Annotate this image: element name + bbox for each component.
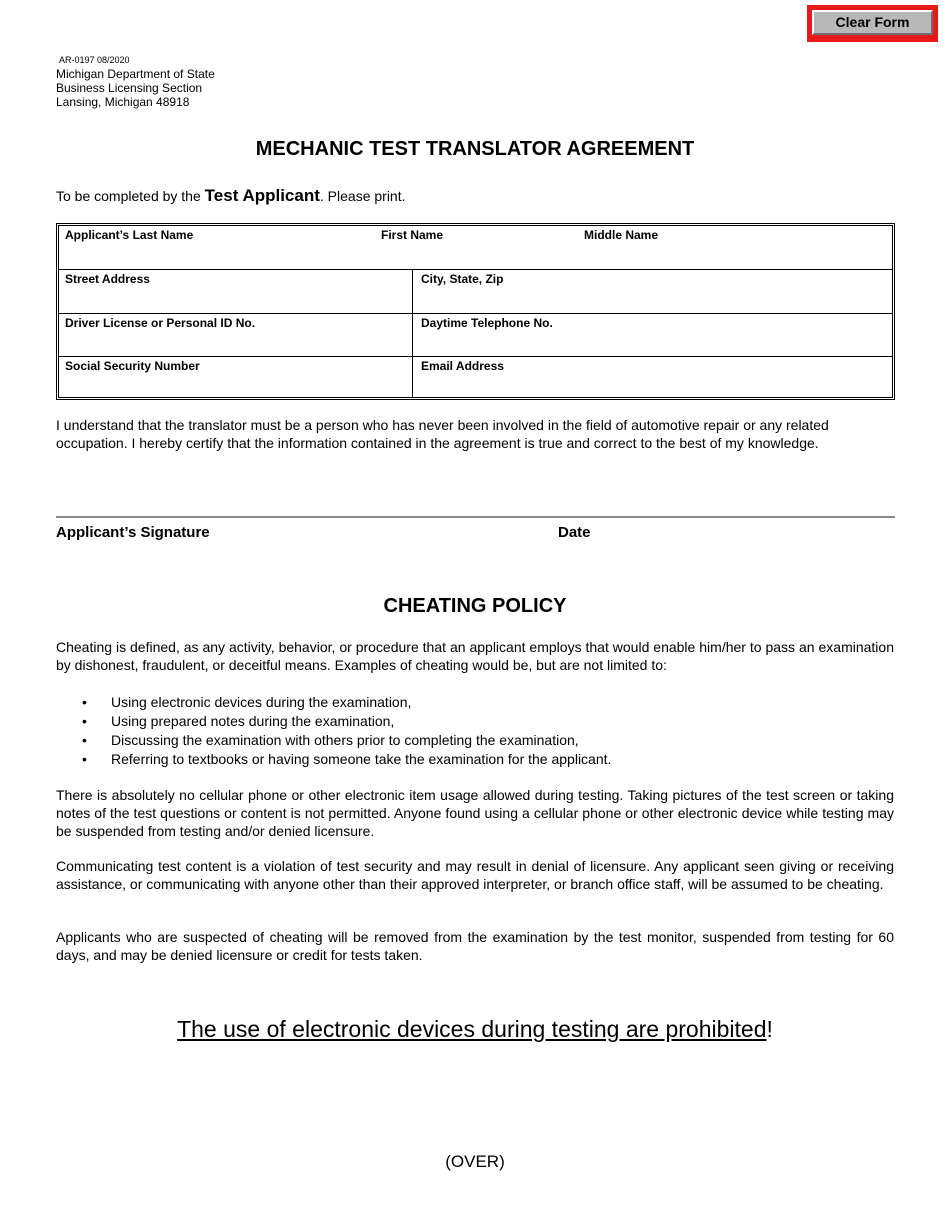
page-title: MECHANIC TEST TRANSLATOR AGREEMENT: [255, 138, 695, 160]
policy-communication: Communicating test content is a violation of test security and may result in denial of licensure. Any applicant seen giving or receiving assistance, or communicating with anyone other than their approved interpreter, or branch office staff, will be assumed to be cheating.: [56, 858, 894, 892]
bullet-icon: •: [82, 751, 87, 767]
phone-field[interactable]: Daytime Telephone No.: [421, 316, 553, 330]
agency-address: [56, 67, 215, 109]
license-number-field[interactable]: Driver License or Personal ID No.: [65, 316, 256, 330]
instruction-prefix: To be completed by the: [56, 188, 205, 204]
instruction-emphasis: Test Applicant: [204, 186, 320, 205]
middle-name-field[interactable]: Middle Name: [584, 228, 659, 242]
bullet-icon: •: [82, 732, 87, 748]
policy-electronics: There is absolutely no cellular phone or other electronic item usage allowed during testing. Taking pictures of the test screen or taking notes of the test questions or content is not permitted. Anyone found using a cellular phone or other electronic device while testing may be suspended from testing and/or denied licensure.: [56, 787, 894, 839]
agency-line-1: Michigan Department of State: [56, 67, 215, 81]
electronic-devices-warning: [0, 1016, 950, 1043]
over-indicator: (OVER): [445, 1152, 505, 1171]
list-item-text: Using electronic devices during the examination,: [111, 694, 412, 710]
ssn-row: [59, 357, 892, 397]
city-state-zip-field[interactable]: City, State, Zip: [421, 272, 504, 286]
instruction: [56, 186, 406, 206]
instruction-suffix: . Please print.: [319, 188, 406, 204]
column-divider: [412, 270, 413, 397]
list-item-text: Discussing the examination with others prior to completing the examination,: [111, 732, 579, 748]
street-address-field[interactable]: Street Address: [65, 272, 150, 286]
email-field[interactable]: Email Address: [421, 359, 504, 373]
agency-line-2: Business Licensing Section: [56, 81, 203, 95]
address-row: [59, 270, 892, 314]
date-label: Date: [558, 524, 591, 541]
last-name-field[interactable]: Applicant’s Last Name: [65, 228, 194, 242]
warning-end: !: [766, 1016, 773, 1042]
agency-line-3: Lansing, Michigan 48918: [56, 95, 190, 109]
bullet-icon: •: [82, 694, 87, 710]
applicant-info-table: [56, 223, 895, 400]
certification-text: I understand that the translator must be a person who has never been involved in the field of automotive repair or any related occupation. I hereby certify that the information contained in the agreement is true and correct to the best of my knowledge.: [56, 417, 829, 451]
clear-form-frame: [807, 5, 938, 42]
id-row: [59, 314, 892, 357]
policy-consequences: Applicants who are suspected of cheating will be removed from the examination by the test monitor, suspended from testing for 60 days, and may be denied licensure or credit for tests taken.: [56, 929, 894, 963]
bullet-icon: •: [82, 713, 87, 729]
list-item: [82, 750, 611, 769]
list-item: [82, 731, 611, 750]
policy-intro: Cheating is defined, as any activity, behavior, or procedure that an applicant employs that would enable him/her to pass an examination by dishonest, fraudulent, or deceitful means. Examples of cheating would be, but are not limited to:: [56, 639, 894, 673]
list-item-text: Using prepared notes during the examination,: [111, 713, 395, 729]
list-item-text: Referring to textbooks or having someone take the examination for the applicant.: [111, 751, 612, 767]
list-item: [82, 693, 611, 712]
signature-line[interactable]: [56, 516, 895, 518]
name-row: [59, 226, 892, 270]
policy-title: CHEATING POLICY: [383, 595, 567, 617]
list-item: [82, 712, 611, 731]
ssn-field[interactable]: Social Security Number: [65, 359, 200, 373]
warning-underlined: The use of electronic devices during testing are prohibited: [177, 1016, 767, 1042]
clear-form-button[interactable]: Clear Form: [812, 10, 933, 35]
cheating-examples-list: [82, 693, 611, 769]
first-name-field[interactable]: First Name: [381, 228, 444, 242]
form-number: AR-0197 08/2020: [59, 55, 130, 65]
signature-label: Applicant’s Signature: [56, 524, 210, 541]
